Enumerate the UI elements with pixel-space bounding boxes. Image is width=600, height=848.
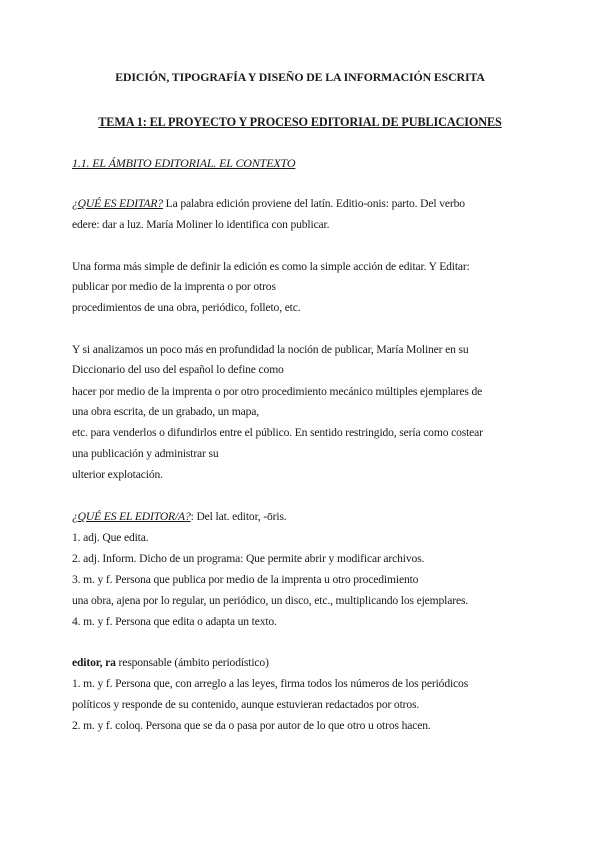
paragraph-line: una obra escrita, de un grabado, un mapa, xyxy=(72,405,260,418)
definition-item: políticos y responde de su contenido, aunque estuvieran redactados por otros. xyxy=(72,698,420,711)
paragraph-line: una publicación y administrar su xyxy=(72,447,219,460)
term-editar: ¿QUÉ ES EDITAR? xyxy=(72,197,163,210)
paragraph-line: ulterior explotación. xyxy=(72,468,163,481)
paragraph-line: procedimientos de una obra, periódico, folleto, etc. xyxy=(72,301,301,314)
definition-item: 3. m. y f. Persona que publica por medio de la imprenta u otro procedimiento xyxy=(72,573,419,586)
paragraph-text: : Del lat. editor, -ōris. xyxy=(190,510,287,523)
paragraph-line xyxy=(72,197,465,211)
definition-item: 2. m. y f. coloq. Persona que se da o pasa por autor de lo que otro u otros hacen. xyxy=(72,719,431,732)
paragraph-line: hacer por medio de la imprenta o por otro procedimiento mecánico múltiples ejemplares de xyxy=(72,385,483,398)
paragraph-line xyxy=(72,510,287,524)
paragraph-line: Una forma más simple de definir la edición es como la simple acción de editar. Y Editar: xyxy=(72,260,470,273)
paragraph-line xyxy=(72,656,269,670)
paragraph-text: responsable (ámbito periodístico) xyxy=(115,656,269,669)
paragraph-text: La palabra edición proviene del latín. Editio-onis: parto. Del verbo xyxy=(162,197,465,210)
paragraph-line: Diccionario del uso del español lo define como xyxy=(72,363,284,376)
paragraph-line: edere: dar a luz. María Moliner lo identifica con publicar. xyxy=(72,218,330,231)
paragraph-line: publicar por medio de la imprenta o por otros xyxy=(72,280,276,293)
paragraph-line: Y si analizamos un poco más en profundidad la noción de publicar, María Moliner en su xyxy=(72,343,469,356)
definition-item: una obra, ajena por lo regular, un periódico, un disco, etc., multiplicando los ejemplares. xyxy=(72,594,469,607)
definition-item: 2. adj. Inform. Dicho de un programa: Que permite abrir y modificar archivos. xyxy=(72,552,425,565)
term-editor: ¿QUÉ ES EL EDITOR/A? xyxy=(72,510,191,523)
term-editor-responsable: editor, ra xyxy=(72,656,116,669)
definition-item: 4. m. y f. Persona que edita o adapta un texto. xyxy=(72,615,277,628)
definition-item: 1. m. y f. Persona que, con arreglo a las leyes, firma todos los números de los periódicos xyxy=(72,677,469,690)
topic-title: TEMA 1: EL PROYECTO Y PROCESO EDITORIAL DE PUBLICACIONES xyxy=(98,115,502,129)
document-title: EDICIÓN, TIPOGRAFÍA Y DISEÑO DE LA INFORMACIÓN ESCRITA xyxy=(115,70,485,84)
definition-item: 1. adj. Que edita. xyxy=(72,531,149,544)
section-heading: 1.1. EL ÁMBITO EDITORIAL. EL CONTEXTO xyxy=(72,156,296,170)
paragraph-line: etc. para venderlos o difundirlos entre el público. En sentido restringido, sería como costear xyxy=(72,426,483,439)
